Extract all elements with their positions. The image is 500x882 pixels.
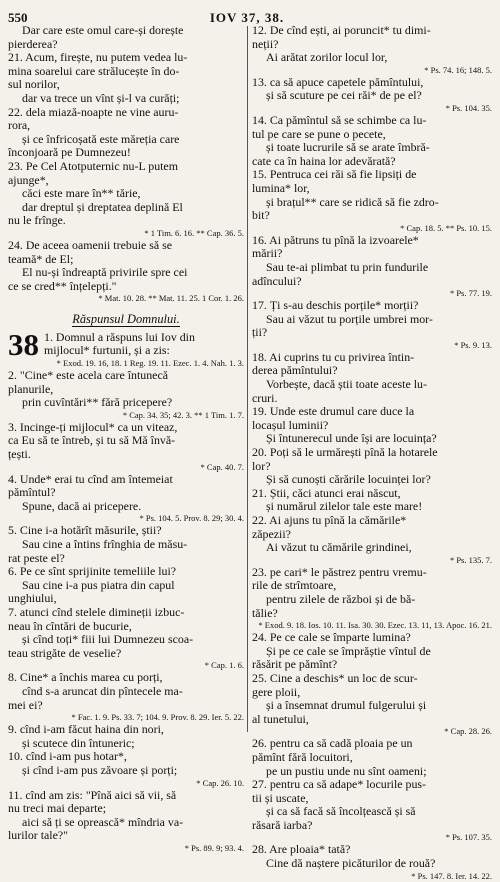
- chapter-number: 38: [8, 326, 39, 362]
- verse-line: Sau cine a întins frînghia de măsu-: [22, 537, 188, 551]
- verse-line: lor?: [252, 458, 271, 473]
- verse-line: răsărit pe pămînt?: [252, 657, 338, 672]
- verse-line: mei ei?: [8, 697, 43, 712]
- verse-line: Și pe ce cale se împrăștie vîntul de: [266, 643, 431, 658]
- page-number: 550: [8, 10, 28, 25]
- verse-line: Sau cine i-a pus piatra din capul: [22, 577, 175, 592]
- verse-line: derea pămîntului?: [252, 363, 338, 378]
- verse-line: 25. Cine a deschis* un loc de scur-: [252, 670, 418, 685]
- verse-line: rile de strîmtoare,: [252, 578, 337, 593]
- verse-line: și scutece din întuneric;: [22, 735, 135, 750]
- verse-line: 14. Ca pămîntul să se schimbe ca lu-: [252, 112, 427, 127]
- verse-line: cînd s-a aruncat din pîntecele ma-: [22, 683, 183, 698]
- verse-line: neții?: [252, 36, 279, 51]
- verse-line: Sau ai văzut tu porțile umbrei mor-: [266, 311, 433, 326]
- verse-line: 21. Știi, căci atunci erai născut,: [252, 485, 401, 500]
- left-column: [8, 23, 244, 853]
- verse-line: 13. ca să apuce capetele pămîntului,: [252, 74, 424, 89]
- footnote: * Ps. 107. 35.: [445, 832, 492, 843]
- verse-line: 23. pe cari* le păstrez pentru vremu-: [252, 564, 427, 579]
- verse-line: pămîntul?: [8, 485, 56, 500]
- footnote: * Cap. 26. 10.: [196, 777, 244, 788]
- verse-line: 16. Ai pătruns tu pînă la izvoarele*: [252, 232, 419, 247]
- verse-line: 24. Pe ce cale se împarte lumina?: [252, 630, 411, 645]
- footnote: * Ps. 104. 5. Prov. 8. 29; 30. 4.: [139, 513, 244, 524]
- verse-line: teamă* de El;: [8, 251, 74, 266]
- verse-line: rat peste el?: [8, 550, 65, 565]
- verse-line: 19. Unde este drumul care duce la: [252, 404, 415, 419]
- verse-line: dar dreptul și dreptatea deplină El: [22, 199, 183, 214]
- verse-line: adîncului?: [252, 273, 302, 288]
- left-column-verses-continued: [8, 358, 244, 854]
- verse-line: 21. Acum, firește, nu putem vedea lu-: [8, 50, 188, 65]
- verse-line: dar va trece un vînt și-l va curăți;: [22, 90, 180, 105]
- footnote: * 1 Tim. 6. 16. ** Cap. 36. 5.: [144, 227, 244, 238]
- verse-line: 28. Are ploaia* tată?: [252, 842, 351, 857]
- footnote: * Fac. 1. 9. Ps. 33. 7; 104. 9. Prov. 8. 29. Ier. 5. 22.: [71, 712, 244, 723]
- verse-line: 15. Pentruca cei răi să fie lipsiți de: [252, 167, 417, 182]
- verse-line: 18. Ai cuprins tu cu privirea întin-: [252, 349, 415, 364]
- footnote: * Ps. 77. 19.: [449, 288, 492, 299]
- verse-line: lumina* lor,: [252, 180, 310, 195]
- verse-line: rora,: [8, 118, 31, 133]
- verse-line: ce se cred** înțelepți.": [8, 278, 117, 293]
- footnote: * Cap. 40. 7.: [200, 461, 244, 472]
- verse-line: pentru zilele de război și de bă-: [266, 591, 416, 606]
- verse-line: și ca să facă să încolțească și să: [266, 804, 416, 819]
- verse-line: cate ca în haina lor adevărată?: [252, 153, 396, 168]
- verse-line: 5. Cine i-a hotărît măsurile, știi?: [8, 523, 162, 538]
- verse-line: 4. Unde* erai tu cînd am întemeiat: [8, 471, 173, 486]
- verse-line: înconjoară pe Dumnezeu!: [8, 145, 131, 160]
- verse-line: mina soarelui care strălucește în do-: [8, 63, 180, 78]
- verse-line: sul norilor,: [8, 77, 60, 92]
- verse-line: și brațul** care se ridică să fie zdro-: [266, 194, 439, 209]
- verse-line: 20. Poți să le urmărești pînă la hotarele: [252, 445, 438, 460]
- left-column-verses: [8, 24, 244, 304]
- footnote: * Ps. 147. 8. Ier. 14. 22.: [411, 870, 492, 881]
- verse-line: Sau te-ai plimbat tu prin fundurile: [266, 259, 429, 274]
- verse-line: Cine dă naștere picăturilor de rouă?: [266, 856, 436, 871]
- verse-line: 17. Ți s-au deschis porțile* morții?: [252, 298, 419, 313]
- verse-line: 12. De cînd ești, ai poruncit* tu dimi-: [252, 23, 431, 37]
- verse-line: mării?: [252, 246, 283, 261]
- verse-line: Și întunerecul unde își are locuința?: [266, 431, 437, 446]
- running-head: IOV 37, 38.: [209, 10, 285, 25]
- footnote: * Exod. 9. 18. Ios. 10. 11. Isa. 30. 30. Ezec. 13. 11, 13. Apoc. 16. 21.: [258, 620, 492, 631]
- footnote: * Cap. 18. 5. ** Ps. 10. 15.: [400, 222, 492, 233]
- verse-line: 27. pentru ca să adape* locurile pus-: [252, 777, 426, 792]
- section-heading-text: Răspunsul Domnului.: [72, 312, 180, 327]
- verse-line: căci este mare în** tărie,: [22, 186, 141, 201]
- verse-line: locașul luminii?: [252, 417, 329, 432]
- footnote: * Exod. 19. 16, 18. 1 Reg. 19. 11. Ezec. 1. 4. Nah. 1. 3.: [56, 358, 244, 369]
- footnote: * Mat. 10. 28. ** Mat. 11. 25. 1 Cor. 1. 26.: [98, 293, 244, 304]
- verse-line: țești.: [8, 447, 31, 462]
- verse-line: și cînd toți* fiii lui Dumnezeu scoa-: [22, 632, 194, 647]
- footnote: * Ps. 89. 9; 93. 4.: [184, 842, 244, 853]
- footnote: * Ps. 9. 13.: [454, 339, 492, 350]
- verse-line: 26. pentru ca să cadă ploaia pe un: [252, 736, 413, 751]
- verse-line: tul pe care se pune o pecete,: [252, 126, 386, 141]
- verse-line: 23. Pe Cel Atotputernic nu-L putem: [8, 158, 178, 173]
- verse-line: Spune, dacă ai pricepere.: [22, 498, 142, 513]
- verse-line: cruri.: [252, 390, 278, 405]
- verse-line: Dar care este omul care-și dorește: [22, 23, 184, 37]
- verse-line: prin cuvîntări** fără pricepere?: [22, 395, 173, 410]
- verse-line: tălie?: [252, 605, 278, 620]
- verse-line: bit?: [252, 208, 270, 223]
- verse-line: neau în cîntări de bucurie,: [8, 618, 132, 633]
- verse-line: Vorbește, dacă știi toate aceste lu-: [266, 377, 427, 392]
- verse-line: 8. Cine* a închis marea cu porți,: [8, 670, 163, 685]
- verse-line: nu treci mai departe;: [8, 801, 107, 816]
- verse-line: al tunetului,: [252, 711, 309, 726]
- verse-line: 22. Ai ajuns tu pînă la cămările*: [252, 513, 407, 527]
- verse-line: răsară iarba?: [252, 817, 313, 832]
- verse-line: aici să ți se oprească* mîndria va-: [22, 814, 184, 829]
- verse-line: și a însemnat drumul fulgerului și: [266, 698, 427, 713]
- verse-line: pe un pustiu unde nu sînt oameni;: [266, 763, 427, 778]
- verse-line: pămînt fără locuitori,: [252, 749, 353, 764]
- verse-line: ca Eu să te întreb, și tu să Mă învă-: [8, 433, 176, 448]
- chapter-line: 1. Domnul a răspuns lui Iov din: [44, 329, 195, 344]
- verse-line: 2. "Cine* este acela care întunecă: [8, 368, 169, 383]
- chapter-start: [8, 326, 244, 362]
- verse-line: lurilor tale?": [8, 828, 68, 843]
- verse-line: și să scuture pe cei răi* de pe el?: [266, 88, 422, 103]
- verse-line: Ai arătat zorilor locul lor,: [266, 50, 388, 65]
- verse-line: ții?: [252, 325, 268, 340]
- footnote: * Cap. 34. 35; 42. 3. ** 1 Tim. 1. 7.: [122, 409, 244, 420]
- verse-line: El nu-și îndreaptă privirile spre cei: [22, 265, 188, 280]
- verse-line: nu le frînge.: [8, 213, 66, 228]
- right-column-verses: [252, 24, 492, 882]
- verse-line: 7. atunci cînd stelele dimineții izbuc-: [8, 604, 185, 619]
- verse-line: pierderea?: [8, 36, 58, 51]
- verse-line: și toate lucrurile să se arate îmbră-: [266, 140, 430, 155]
- verse-line: 11. cînd am zis: "Pînă aici să vii, să: [8, 787, 177, 802]
- chapter-line: mijlocul* furtunii, și a zis:: [44, 343, 170, 358]
- verse-line: ajunge*,: [8, 172, 49, 187]
- verse-line: gere ploii,: [252, 684, 301, 699]
- footnote: * Ps. 135. 7.: [449, 554, 492, 565]
- footnote: * Cap. 1. 6.: [204, 660, 244, 671]
- verse-line: 24. De aceea oamenii trebuie să se: [8, 237, 173, 252]
- verse-line: 22. dela miază-noapte ne vine auru-: [8, 104, 179, 119]
- section-heading: [8, 313, 244, 327]
- verse-line: planurile,: [8, 381, 54, 396]
- verse-line: Ai văzut tu cămările grindinei,: [266, 540, 412, 555]
- footnote: * Ps. 74. 16; 148. 5.: [424, 64, 492, 75]
- verse-line: 9. cînd i-am făcut haina din nori,: [8, 722, 164, 737]
- footnote: * Ps. 104. 35.: [445, 102, 492, 113]
- verse-line: și numărul zilelor tale este mare!: [266, 499, 423, 514]
- verse-line: Și să cunoști cărările locuinței lor?: [266, 472, 431, 487]
- verse-line: 6. Pe ce sînt sprijinite temeliile lui?: [8, 564, 177, 579]
- right-column: [252, 23, 492, 881]
- column-divider: [247, 26, 248, 732]
- verse-line: 10. cînd i-am pus hotar*,: [8, 749, 127, 764]
- verse-line: teau strigăte de veselie?: [8, 645, 122, 660]
- verse-line: 3. Incinge-ți mijlocul* ca un viteaz,: [8, 419, 178, 434]
- verse-line: tii și uscate,: [252, 790, 309, 805]
- footnote: * Cap. 28. 26.: [444, 726, 492, 737]
- verse-line: zăpezii?: [252, 526, 291, 541]
- verse-line: și cînd i-am pus zăvoare și porți;: [22, 762, 178, 777]
- verse-line: și ce înfricoșată este măreția care: [22, 131, 180, 146]
- verse-line: unghiului,: [8, 591, 57, 606]
